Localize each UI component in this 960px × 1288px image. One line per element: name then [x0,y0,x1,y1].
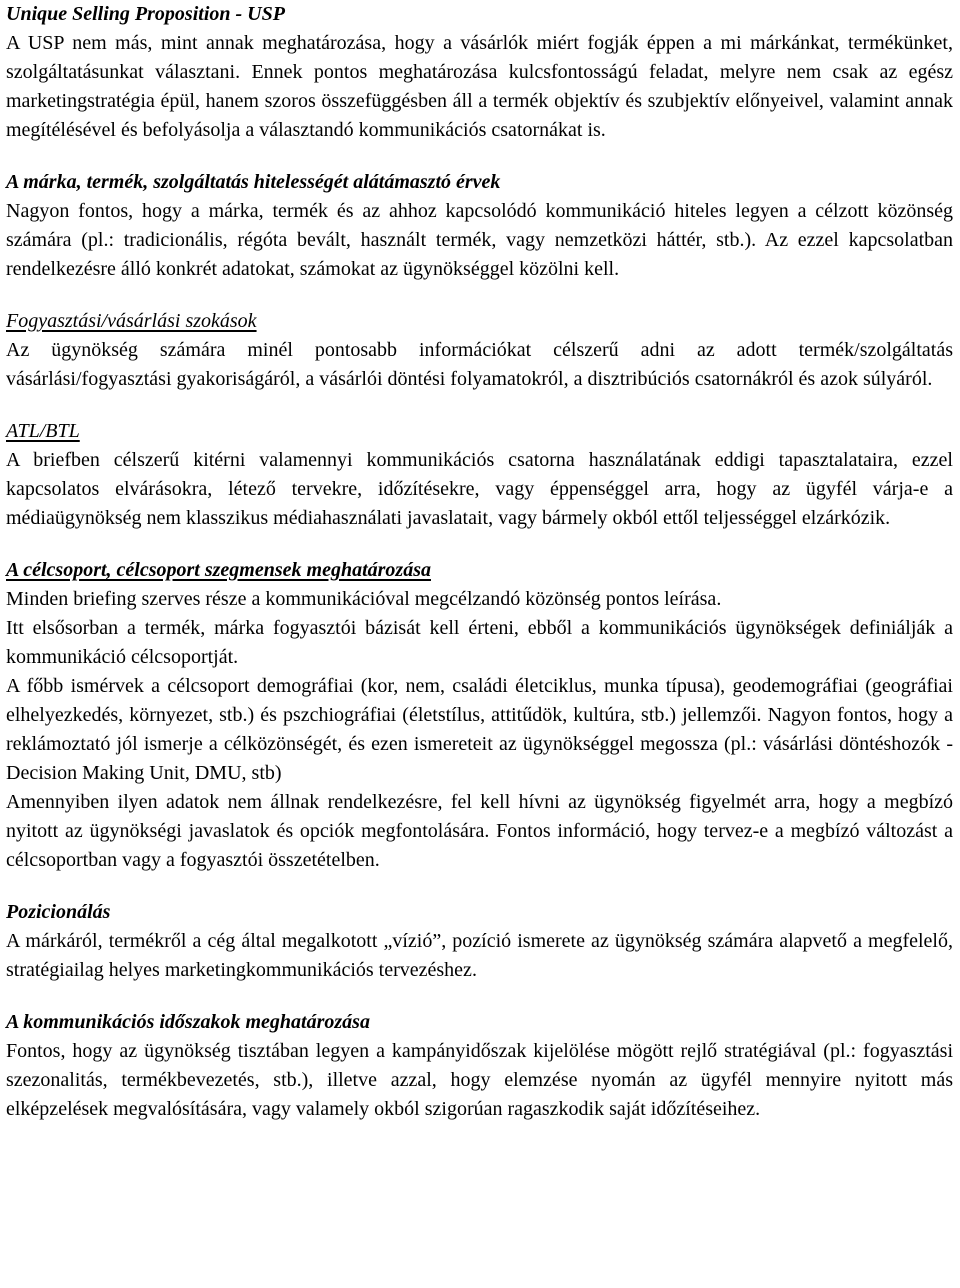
section-heading-positioning: Pozicionálás [6,901,111,923]
section-paragraph: A briefben célszerű kitérni valamennyi kommunikációs csatorna használatának eddigi tapasztalataira, ezzel kapcsolatos elvárásokra, létező tervekre, időzítésekre, vagy éppenséggel arra, hogy az ügyfél várja-e a médiaügynökség nem klasszikus médiahasználati javaslatait, vagy bármely okból ettől teljességgel elzárkózik. [6,449,953,529]
section-heading-atl-btl: ATL/BTL [6,420,80,442]
section-heading-credibility: A márka, termék, szolgáltatás hitelességét alátámasztó érvek [6,171,501,193]
section-paragraph: Amennyiben ilyen adatok nem állnak rendelkezésre, fel kell hívni az ügynökség figyelmét arra, hogy a megbízó nyitott az ügynökségi javaslatok és opciók megfontolására. Fontos információ, hogy tervez-e a megbízó változást a célcsoportban vagy a fogyasztói összetételben. [6,791,953,871]
section-heading-communication-periods: A kommunikációs időszakok meghatározása [6,1011,370,1033]
section-heading-target-group: A célcsoport, célcsoport szegmensek meghatározása [6,559,431,581]
section-paragraph: A márkáról, termékről a cég által megalkotott „vízió”, pozíció ismerete az ügynökség számára alapvető a megfelelő, stratégiailag helyes marketingkommunikációs tervezéshez. [6,930,953,981]
section-consumer-habits [6,307,953,394]
section-atl-btl [6,417,953,533]
section-target-group [6,556,953,875]
section-communication-periods [6,1008,953,1124]
section-paragraph: Az ügynökség számára minél pontosabb információkat célszerű adni az adott termék/szolgáltatás vásárlási/fogyasztási gyakoriságáról, a vásárlói döntési folyamatokról, a disztribúciós csatornákról és azok súlyáról. [6,339,953,390]
section-credibility [6,168,953,284]
section-usp [6,0,953,145]
section-paragraph: A USP nem más, mint annak meghatározása, hogy a vásárlók miért fogják éppen a mi márkánkat, termékünket, szolgáltatásunkat választani. Ennek pontos meghatározása kulcsfontosságú feladat, melyre nem csak az egész marketingstratégia épül, hanem szoros összefüggésben áll a termék objektív és szubjektív előnyeivel, valamint annak megítélésével és befolyásolja a választandó kommunikációs csatornákat is. [6,32,953,141]
section-heading-usp: Unique Selling Proposition - USP [6,3,285,25]
section-paragraph: Itt elsősorban a termék, márka fogyasztói bázisát kell érteni, ebből a kommunikációs ügynökségek definiálják a kommunikáció célcsoportját. [6,617,953,668]
section-positioning [6,898,953,985]
section-paragraph: Nagyon fontos, hogy a márka, termék és az ahhoz kapcsolódó kommunikáció hiteles legyen a célzott közönség számára (pl.: tradicionális, régóta bevált, használt termék, vagy nemzetközi háttér, stb.). Az ezzel kapcsolatban rendelkezésre álló konkrét adatokat, számokat az ügynökséggel közölni kell. [6,200,953,280]
section-paragraph: A főbb ismérvek a célcsoport demográfiai (kor, nem, családi életciklus, munka típusa), geodemográfiai (geográfiai elhelyezkedés, környezet, stb.) és pszchiográfiai (életstílus, attitűdök, kultúra, stb.) jellemzői. Nagyon fontos, hogy a reklámoztató jól ismerje a célközönségét, és ezen ismereteit az ügynökséggel megossza (pl.: vásárlási döntéshozók - Decision Making Unit, DMU, stb) [6,675,953,784]
section-paragraph: Minden briefing szerves része a kommunikációval megcélzandó közönség pontos leírása. [6,588,722,610]
section-heading-consumer-habits: Fogyasztási/vásárlási szokások [6,310,257,332]
section-paragraph: Fontos, hogy az ügynökség tisztában legyen a kampányidőszak kijelölése mögött rejlő stratégiával (pl.: fogyasztási szezonalitás, termékbevezetés, stb.), illetve azzal, hogy elemzése nyomán az ügyfél mennyire nyitott más elképzelések megvalósítására, vagy valamely okból szigorúan ragaszkodik saját időzítéseihez. [6,1040,953,1120]
